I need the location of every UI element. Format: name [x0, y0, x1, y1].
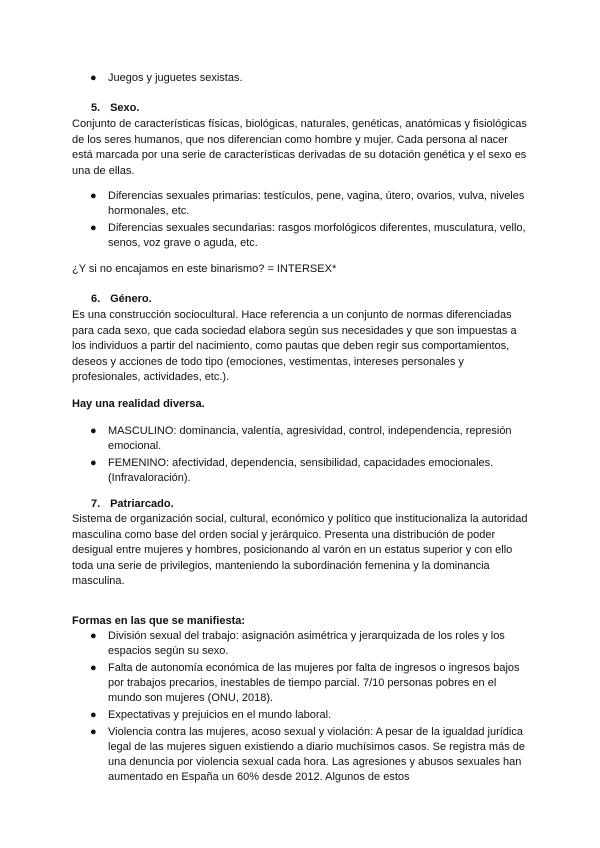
bullet-icon: ● — [90, 72, 97, 84]
intersex-question: ¿Y si no encajamos en este binarismo? = INTERSEX* — [72, 263, 337, 275]
list-item: ● Diferencias sexuales primarias: testículos, pene, vagina, útero, ovarios, vulva, niveles hormonales, etc. — [90, 190, 525, 217]
sex-differences-list — [90, 189, 530, 253]
bullet-icon: ● — [90, 662, 97, 674]
list-item: ● Expectativas y prejuicios en el mundo laboral. — [90, 709, 332, 721]
section-5-paragraph: Conjunto de características físicas, biológicas, naturales, genéticas, anatómicas y fisiológicas de los seres humanos, que nos diferencian como hombre y mujer. Cada persona al nacer está marcada por una serie de características derivadas de su dotación genética y el sexo es una de ellas. — [72, 118, 527, 177]
section-6-paragraph: Es una construcción sociocultural. Hace referencia a un conjunto de normas diferenciadas para cada sexo, que cada sociedad elabora según sus necesidades y que son impuestas a los individuos a partir del nacimiento, como pautas que deben regir sus comportamientos, deseos y acciones de todo tipo (emociones, vestimentas, intereses personales y profesionales, actividades, etc.). — [72, 309, 517, 383]
manifestation-heading: Formas en las que se manifiesta: — [72, 615, 246, 627]
bullet-icon: ● — [90, 630, 97, 642]
manifestation-list — [90, 629, 530, 787]
list-item: ● FEMENINO: afectividad, dependencia, sensibilidad, capacidades emocionales. (Infravaloración). — [90, 457, 494, 484]
list-item: ● División sexual del trabajo: asignación asimétrica y jerarquizada de los roles y los espacios según su sexo. — [90, 630, 505, 657]
bullet-icon: ● — [90, 726, 97, 738]
section-7-paragraph: Sistema de organización social, cultural, económico y político que institucionaliza la autoridad masculina como base del orden social y jerárquico. Presenta una distribución de poder desigual entre mujeres y hombres, posicionando al varón en un estatus superior y con ello toda una serie de privilegios, manteniendo la subordinación femenina y la dominancia masculina. — [72, 513, 528, 587]
bullet-icon: ● — [90, 222, 97, 234]
list-item: ● Diferencias sexuales secundarias: rasgos morfológicos diferentes, musculatura, vello, senos, voz grave o aguda, etc. — [90, 222, 526, 249]
toys-list — [90, 71, 530, 88]
section-5-heading: 5. Sexo. — [91, 102, 140, 114]
bullet-icon: ● — [90, 709, 97, 721]
section-7-heading: 7. Patriarcado. — [91, 498, 174, 510]
bullet-icon: ● — [90, 457, 97, 469]
bullet-icon: ● — [90, 190, 97, 202]
bullet-icon: ● — [90, 425, 97, 437]
list-item: ● Violencia contra las mujeres, acoso sexual y violación: A pesar de la igualdad jurídica legal de las mujeres siguen existiendo a diario muchísimos casos. Se registra más de una denuncia por violencia sexual cada hora. Las agresiones y abusos sexuales han aumentado en España un 60% desde 2012. Algunos de estos — [90, 726, 525, 783]
list-item: ● MASCULINO: dominancia, valentía, agresividad, control, independencia, represión emocional. — [90, 425, 512, 452]
gender-roles-list — [90, 424, 530, 488]
section-6-heading: 6. Género. — [91, 293, 152, 305]
diverse-reality-heading: Hay una realidad diversa. — [72, 398, 205, 410]
list-item: ● Juegos y juguetes sexistas. — [90, 72, 243, 84]
list-item: ● Falta de autonomía económica de las mujeres por falta de ingresos o ingresos bajos por trabajos precarios, inestables de tiempo parcial. 7/10 personas pobres en el mundo son mujeres (ONU, 2018). — [90, 662, 520, 704]
